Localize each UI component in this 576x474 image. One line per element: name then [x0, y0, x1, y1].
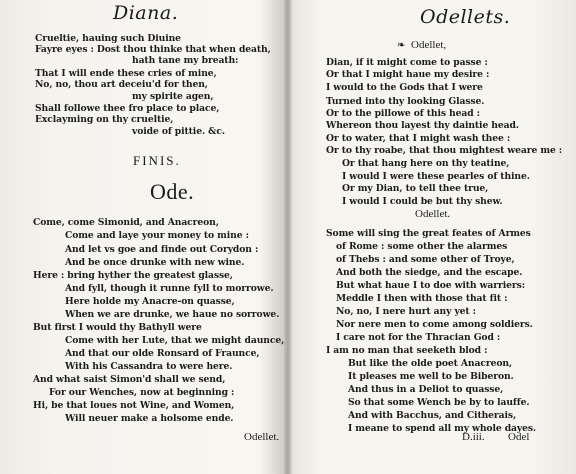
odellet-line: of Rome : some other the alarmes: [336, 241, 508, 252]
sonnet-line: voide of pittie. &c.: [132, 126, 225, 137]
fleuron-icon: ❧: [397, 40, 406, 51]
ode-title: Ode.: [150, 179, 195, 204]
ode-line: When we are drunke, we haue no sorrowe.: [65, 309, 280, 320]
odellet-line: Or to water, that I might wash thee :: [326, 133, 511, 144]
ode-line: For our Wenches, now at beginning :: [49, 387, 235, 398]
right-catchword: Odel: [508, 431, 530, 443]
left-page: [0, 0, 286, 474]
odellet-line: I would to the Gods that I were: [326, 82, 483, 93]
signature-mark: D.iii.: [462, 431, 485, 443]
odellet-line: I would I were these pearles of thine.: [342, 171, 530, 182]
left-catchword: Odellet.: [244, 431, 280, 443]
sonnet-line: hath tane my breath:: [132, 55, 239, 66]
sonnet-line: my spirite agen,: [132, 91, 214, 102]
ode-line: With his Cassandra to were here.: [65, 361, 233, 372]
odellet-line: Or that hang here on thy teatine,: [342, 158, 510, 169]
ode-line: And that our olde Ronsard of Fraunce,: [65, 348, 260, 359]
odellet-line: of Thebs : and some other of Troye,: [336, 254, 515, 265]
ode-line: Will neuer make a holsome ende.: [65, 413, 234, 424]
left-running-head: Diana.: [113, 2, 179, 24]
ode-line: Come and laye your money to mine :: [65, 230, 249, 241]
odellet-line: But like the olde poet Anacreon,: [348, 358, 513, 369]
odellet-line: Turned into thy looking Glasse.: [326, 96, 485, 107]
right-page: [290, 0, 576, 474]
ode-line: And let vs goe and finde out Corydon :: [65, 244, 259, 255]
sonnet-line: Shall followe thee fro place to place,: [35, 103, 220, 114]
ode-line: Come, come Simonid, and Anacreon,: [33, 217, 219, 228]
odellet-line: Whereon thou layest thy daintie head.: [326, 120, 519, 131]
sonnet-line: Fayre eyes : Dost thou thinke that when death,: [35, 44, 271, 55]
ode-line: And be once drunke with new wine.: [65, 257, 245, 268]
odellet-line: Or to the pillowe of this head :: [326, 108, 480, 119]
odellet-line: And thus in a Deliot to quasse,: [348, 384, 504, 395]
odellet-line: So that some Wench be by to lauffe.: [348, 397, 530, 408]
odellet-line: No, no, I nere hurt any yet :: [336, 306, 476, 317]
odellet-heading-two: Odellet.: [415, 208, 451, 220]
ode-line: And fyll, though it runne fyll to morrowe.: [65, 283, 274, 294]
ode-line: Here : bring hyther the greatest glasse,: [33, 270, 233, 281]
ode-line: And what saist Simon'd shall we send,: [33, 374, 226, 385]
odellet-line: Nor nere men to come among soldiers.: [336, 319, 533, 330]
ode-line: Come with her Lute, that we might daunce,: [65, 335, 285, 346]
sonnet-line: No, no, thou art deceiu'd for then,: [35, 79, 208, 90]
odellet-line: Meddle I then with those that fit :: [336, 293, 508, 304]
odellet-line: Or that I might haue my desire :: [326, 69, 490, 80]
odellet-line: Some will sing the great feates of Armes: [326, 228, 531, 239]
ode-line: Hi, be that loues not Wine, and Women,: [33, 400, 235, 411]
odellet-line: I am no man that seeketh blod :: [326, 345, 488, 356]
odellet-line: And both the siedge, and the escape.: [336, 267, 523, 278]
odellet-line: Or to thy roabe, that thou mightest weare me :: [326, 145, 563, 156]
odellet-line: And with Bacchus, and Citherais,: [348, 410, 517, 421]
right-running-head: Odellets.: [420, 6, 511, 28]
odellet-line: Dian, if it might come to passe :: [326, 57, 488, 68]
odellet-heading-one: Odellet,: [411, 39, 447, 51]
finis: FINIS.: [133, 153, 181, 168]
odellet-line: It pleases me well to be Biberon.: [348, 371, 514, 382]
odellet-line: I meane to spend all my whole dayes.: [348, 423, 537, 434]
odellet-line: But what haue I to doe with warriers:: [336, 280, 525, 291]
sonnet-line: Crueltie, hauing such Diuine: [35, 33, 181, 44]
sonnet-line: That I will ende these cries of mine,: [35, 68, 217, 79]
ode-line: But first I would thy Bathyll were: [33, 322, 202, 333]
odellet-line: I would I could be but thy shew.: [342, 196, 503, 207]
ode-line: Here holde my Anacre-on quasse,: [65, 296, 235, 307]
odellet-line: I care not for the Thracian God :: [336, 332, 501, 343]
odellet-line: Or my Dian, to tell thee true,: [342, 183, 489, 194]
sonnet-line: Exclayming on thy crueltie,: [35, 114, 174, 125]
